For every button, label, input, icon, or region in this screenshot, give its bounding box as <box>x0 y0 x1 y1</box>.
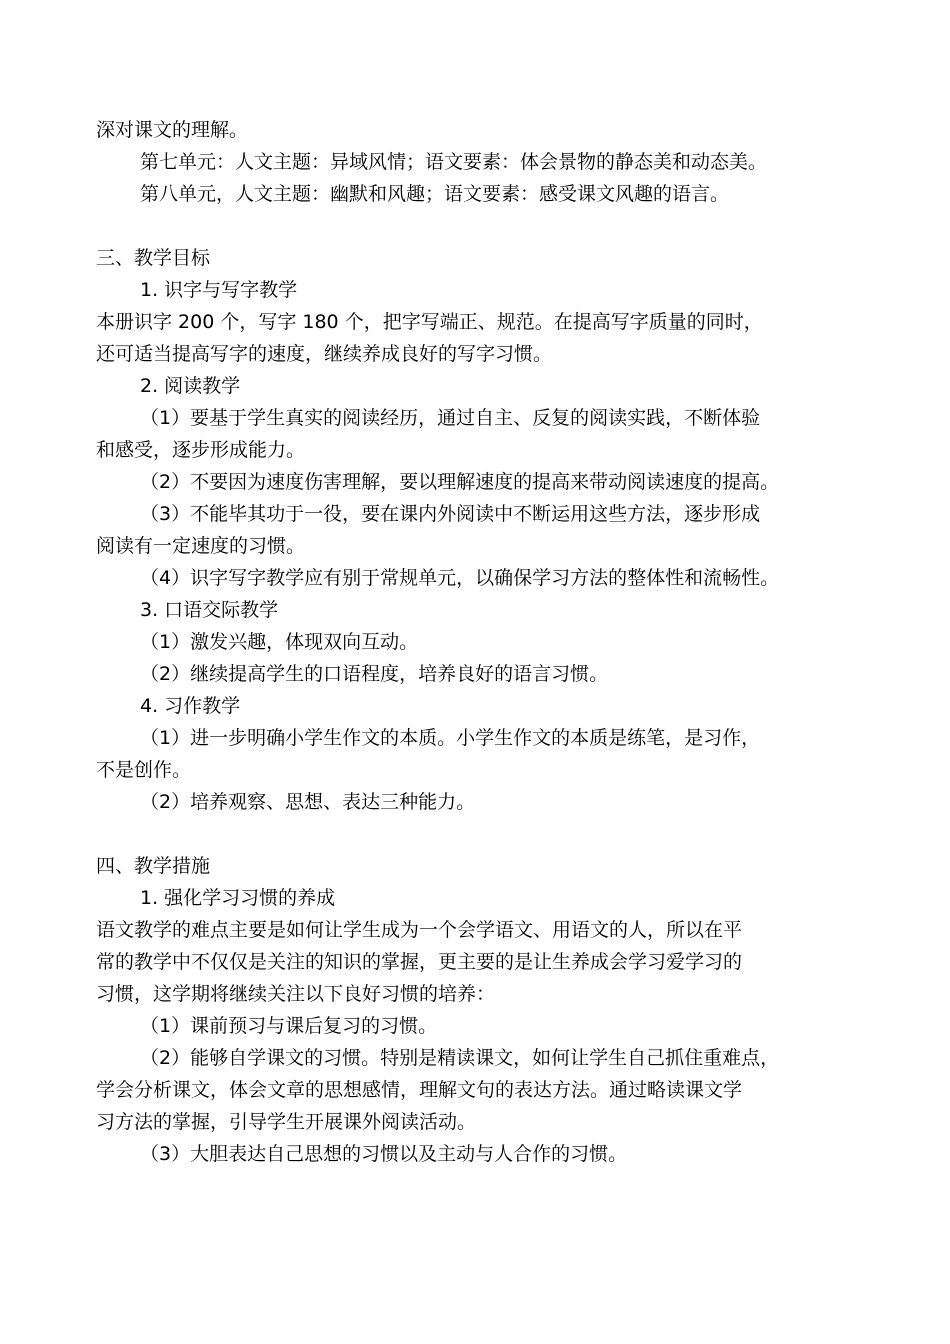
list-item: （3）大胆表达自己思想的习惯以及主动与人合作的习惯。 <box>140 1143 628 1165</box>
subsection-heading: 4. 习作教学 <box>140 695 241 717</box>
paragraph-line: 第七单元：人文主题：异域风情；语文要素：体会景物的静态美和动态美。 <box>140 151 768 173</box>
list-item: （2）培养观察、思想、表达三种能力。 <box>140 791 476 813</box>
subsection-heading: 2. 阅读教学 <box>140 375 241 397</box>
list-item: （1）激发兴趣，体现双向互动。 <box>140 631 419 653</box>
list-item: （2）能够自学课文的习惯。特别是精读课文，如何让学生自己抓住重难点， <box>140 1047 780 1069</box>
paragraph-line: 第八单元，人文主题：幽默和风趣；语文要素：感受课文风趣的语言。 <box>140 183 730 205</box>
paragraph-line: 学会分析课文，体会文章的思想感情，理解文句的表达方法。通过略读课文学 <box>96 1079 743 1101</box>
paragraph-line: 还可适当提高写字的速度，继续养成良好的写字习惯。 <box>96 343 553 365</box>
list-item: （1）要基于学生真实的阅读经历，通过自主、反复的阅读实践，不断体验 <box>140 407 761 429</box>
list-item: （1）进一步明确小学生作文的本质。小学生作文的本质是练笔，是习作， <box>140 727 761 749</box>
list-item: （3）不能毕其功于一役，要在课内外阅读中不断运用这些方法，逐步形成 <box>140 503 761 525</box>
paragraph-line: 常的教学中不仅仅是关注的知识的掌握，更主要的是让生养成会学习爱学习的 <box>96 951 743 973</box>
paragraph-line: 深对课文的理解。 <box>96 119 249 141</box>
paragraph-line: 阅读有一定速度的习惯。 <box>96 535 306 557</box>
paragraph-line: 语文教学的难点主要是如何让学生成为一个会学语文、用语文的人，所以在平 <box>96 919 743 941</box>
section-heading: 三、教学目标 <box>96 247 211 269</box>
paragraph-line: 和感受，逐步形成能力。 <box>96 439 306 461</box>
paragraph-line: 本册识字 200 个，写字 180 个，把字写端正、规范。在提高写字质量的同时， <box>96 311 763 333</box>
paragraph-line: 习惯，这学期将继续关注以下良好习惯的培养： <box>96 983 496 1005</box>
list-item: （2）不要因为速度伤害理解，要以理解速度的提高来带动阅读速度的提高。 <box>140 471 780 493</box>
paragraph-line: 习方法的掌握，引导学生开展课外阅读活动。 <box>96 1111 477 1133</box>
list-item: （2）继续提高学生的口语程度，培养良好的语言习惯。 <box>140 663 609 685</box>
subsection-heading: 1. 强化学习习惯的养成 <box>140 887 336 909</box>
subsection-heading: 1. 识字与写字教学 <box>140 279 298 301</box>
paragraph-line: 不是创作。 <box>96 759 192 781</box>
list-item: （1）课前预习与课后复习的习惯。 <box>140 1015 438 1037</box>
subsection-heading: 3. 口语交际教学 <box>140 599 279 621</box>
section-heading: 四、教学措施 <box>96 855 211 877</box>
list-item: （4）识字写字教学应有别于常规单元，以确保学习方法的整体性和流畅性。 <box>140 567 780 589</box>
